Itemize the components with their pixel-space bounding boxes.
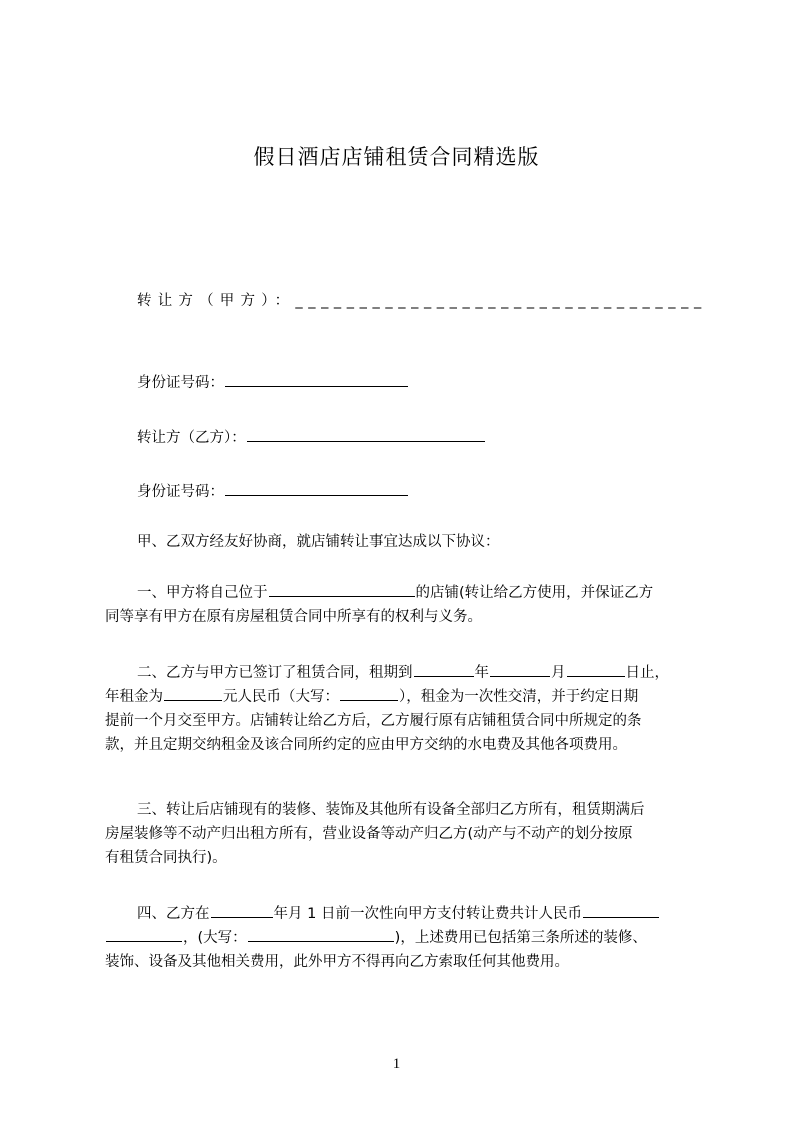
id-a-label: 身份证号码： <box>137 375 224 391</box>
party-a-blank: _ _ _ _ _ _ _ _ _ _ _ _ _ _ _ _ _ _ _ _ _ _ _ _ _ _ _ _ _ _ _ _ <box>295 293 702 309</box>
clause-4-words-blank <box>248 926 394 942</box>
page-number: 1 <box>392 1056 401 1072</box>
party-b-line <box>137 426 486 448</box>
clause-2-text-b: 年 <box>474 665 489 681</box>
clause-4-line-3: 装饰、设备及其他相关费用，此外甲方不得再向乙方索取任何其他费用。 <box>105 954 569 970</box>
clause-2-rent-blank <box>164 685 222 701</box>
clause-3 <box>105 798 705 870</box>
clause-4-text-b: 年月 1 日前一次性向甲方支付转让费共计人民币 <box>273 906 582 922</box>
id-b-blank <box>225 480 408 496</box>
clause-4-text-c: ，(大写： <box>183 930 247 946</box>
clause-2-line-1 <box>105 661 705 685</box>
clause-2-text-a: 二、乙方与甲方已签订了租赁合同，租期到 <box>137 665 413 681</box>
clause-3-line-2: 房屋装修等不动产归出租方所有，营业设备等动产归乙方(动产与不动产的划分按原 <box>105 826 633 842</box>
id-b-line <box>137 480 409 502</box>
party-a-label: 转让方（甲方）： <box>137 293 296 309</box>
clause-2-text-g: ），租金为一次性交清，并于约定日期 <box>399 689 639 705</box>
party-b-label: 转让方（乙方）： <box>137 430 246 446</box>
clause-1-text-a: 一、甲方将自己位于 <box>137 585 268 601</box>
clause-4-amount-blank-cont <box>106 926 182 942</box>
clause-2-text-f: 元人民币（大写： <box>223 689 339 705</box>
clause-2-text-c: 月 <box>551 665 566 681</box>
clause-4-amount-blank <box>583 902 659 918</box>
clause-4-year-blank <box>211 902 273 918</box>
clause-2-month-blank <box>490 661 550 677</box>
clause-4-line-2 <box>105 926 705 950</box>
clause-1 <box>105 581 705 629</box>
clause-2-text-e: 年租金为 <box>105 689 163 705</box>
clause-4-line-1 <box>105 902 705 926</box>
id-a-blank <box>225 371 408 387</box>
clause-4 <box>105 902 705 974</box>
clause-3-line-3: 有租赁合同执行)。 <box>105 850 227 866</box>
document-title: 假日酒店店铺租赁合同精选版 <box>253 145 540 169</box>
clause-2-line-3: 提前一个月交至甲方。店铺转让给乙方后，乙方履行原有店铺租赁合同中所规定的条 <box>105 713 642 729</box>
clause-3-line-1: 三、转让后店铺现有的装修、装饰及其他所有设备全部归乙方所有，租赁期满后 <box>137 802 645 818</box>
clause-4-text-a: 四、乙方在 <box>137 906 210 922</box>
intro-line: 甲、乙双方经友好协商，就店铺转让事宜达成以下协议： <box>137 534 500 550</box>
clause-2-year-blank <box>414 661 474 677</box>
id-a-line <box>137 371 409 393</box>
party-a-line <box>137 291 702 311</box>
clause-2-rent-words-blank <box>340 685 398 701</box>
clause-1-location-blank <box>269 581 415 597</box>
party-b-blank <box>247 426 485 442</box>
clause-1-line-2: 同等享有甲方在原有房屋租赁合同中所享有的权利与义务。 <box>105 609 482 625</box>
clause-2-text-d: 日止， <box>625 665 669 681</box>
clause-2-line-2 <box>105 685 705 709</box>
clause-4-text-d: )，上述费用已包括第三条所述的装修、 <box>394 930 647 946</box>
clause-2-line-4: 款，并且定期交纳租金及该合同所约定的应由甲方交纳的水电费及其他各项费用。 <box>105 737 627 753</box>
clause-1-text-b: 的店铺(转让给乙方使用，并保证乙方 <box>415 585 654 601</box>
clause-2 <box>105 661 705 757</box>
clause-1-line-1 <box>105 581 705 605</box>
id-b-label: 身份证号码： <box>137 484 224 500</box>
clause-2-day-blank <box>567 661 625 677</box>
